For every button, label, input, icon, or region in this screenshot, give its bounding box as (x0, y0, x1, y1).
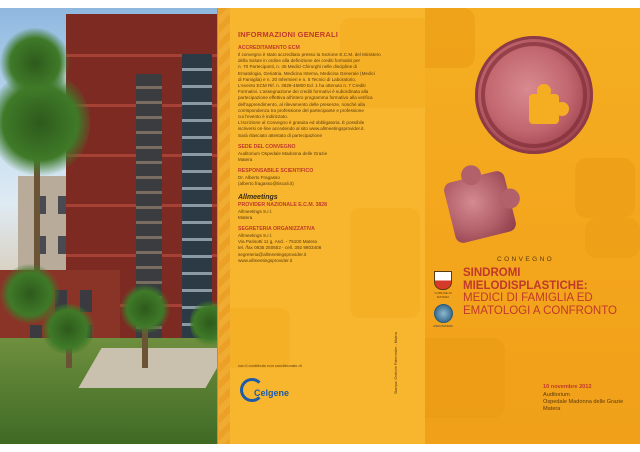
shield-icon (434, 271, 452, 290)
section-line: iscriversi on-line accedendo al sito www.allmeetingsprovider.it. (238, 126, 365, 132)
section-line: cui l'evento è indirizzato. (238, 114, 288, 120)
section-line: corrispondenza tra professione del partecipante e professione (238, 107, 364, 113)
cover-panel (425, 8, 640, 444)
comune-matera-logo (431, 271, 455, 299)
provider-line: PROVIDER NAZIONALE E.C.M. 3828 (238, 201, 328, 208)
section-line: Il convegno è stato accreditato presso la Sezione E.C.M. del Ministero (238, 52, 381, 57)
logo-caption: ASM MATERA (433, 324, 453, 328)
section-line: Ematologia, Geriatria, Medicina Interna, Medicina Generale (Medici (238, 70, 375, 76)
provider-line: Allmeetings S.r.l. (238, 208, 273, 214)
celgene-name: Celgene (254, 388, 290, 398)
event-title-rest: MEDICI DI FAMIGLIA ED EMATOLOGI A CONFRONTO (463, 292, 617, 317)
seal-icon (434, 304, 453, 323)
info-heading: INFORMAZIONI GENERALI (238, 30, 339, 39)
section-line: di Famiglia) e n. 20 Infermieri e n. 5 Tecnici di Laboratorio. (238, 76, 357, 82)
venue-line: Matera (543, 406, 561, 412)
section-line: n. 70 Partecipanti, n. 45 Medici Chirurghi nelle discipline di (238, 64, 357, 70)
event-kicker: CONVEGNO (497, 256, 555, 263)
puzzle-piece-image (442, 169, 517, 244)
event-title-bold: SINDROMI MIELODISPLASTICHE: (463, 267, 588, 292)
section-title: SEDE DEL CONVEGNO (238, 143, 296, 150)
hospital-photo (0, 8, 217, 444)
section-line: Auditorium Ospedale Madonna delle Grazie (238, 150, 328, 156)
venue-line: Ospedale Madonna delle Grazie (543, 399, 624, 405)
section-line: L'iscrizione al Convegno è gratuita ed obbligatoria. È possibile (238, 120, 365, 126)
info-content (238, 30, 418, 264)
section-accreditamento (238, 45, 418, 139)
section-line: della Salute in ordine alla definizione dei crediti formativi per (238, 58, 361, 64)
secretariat-line: tel. /fax 0835 250552 - cell. 392 9803406 (238, 245, 322, 251)
section-sede (238, 144, 418, 163)
celgene-logo (240, 376, 300, 402)
logo-caption: COMUNE DI MATERA (434, 291, 452, 299)
event-date: 10 novembre 2012 (543, 384, 592, 390)
email-link[interactable]: (alberto.fragasso@tiscali.it) (238, 181, 294, 187)
provider-line: Matera (238, 214, 253, 220)
palm-tree (0, 28, 70, 98)
email-link[interactable]: segreteria@allmeetingsprovider.it (238, 251, 307, 257)
event-venue (543, 392, 623, 413)
allmeetings-logo: Allmeetings (238, 193, 278, 201)
section-title: ACCREDITAMENTO ECM (238, 45, 300, 51)
sponsor-label: con il contributo non condizionato di (238, 363, 302, 368)
palm-tree (120, 284, 170, 334)
section-line: partecipazione effettiva all'intero programma formativo alla verifica (238, 95, 373, 101)
section-line: dell'apprendimento, al rilevamento delle presenze, nonché alla (238, 101, 366, 107)
secretariat-line: Allmeetings S.r.l. (238, 233, 273, 239)
section-line: Sarà rilasciato attestato di partecipazione (238, 132, 323, 138)
venue-line: Auditorium (543, 392, 570, 398)
section-responsabile (238, 168, 418, 187)
info-panel (230, 8, 425, 444)
print-code: Stampa: Grafiche Paternoster - Matera (394, 332, 398, 394)
section-line: L'evento ECM Rif. n. 3828-45800 Ed. 1 ha ottenuto n. 7 Crediti (238, 83, 366, 89)
section-title: RESPONSABILE SCIENTIFICO (238, 168, 314, 175)
section-line: Dr. Alberto Fragasso (238, 175, 280, 181)
website-link[interactable]: www.allmeetingsprovider.it (238, 257, 293, 263)
fold-strip (217, 8, 231, 444)
shrub (0, 264, 60, 324)
secretariat-title: SEGRETERIA ORGANIZZATIVA (238, 226, 315, 233)
asm-logo (431, 304, 455, 328)
brochure (0, 8, 640, 444)
section-line: Formativi. L'assegnazione dei crediti formativi è subordinata alla (238, 89, 369, 95)
section-line: Matera (238, 157, 253, 163)
petri-dish-image (475, 36, 593, 154)
secretariat-line: Via Parisotti 11 g, Ascl. - 75100 Matera (238, 239, 317, 245)
